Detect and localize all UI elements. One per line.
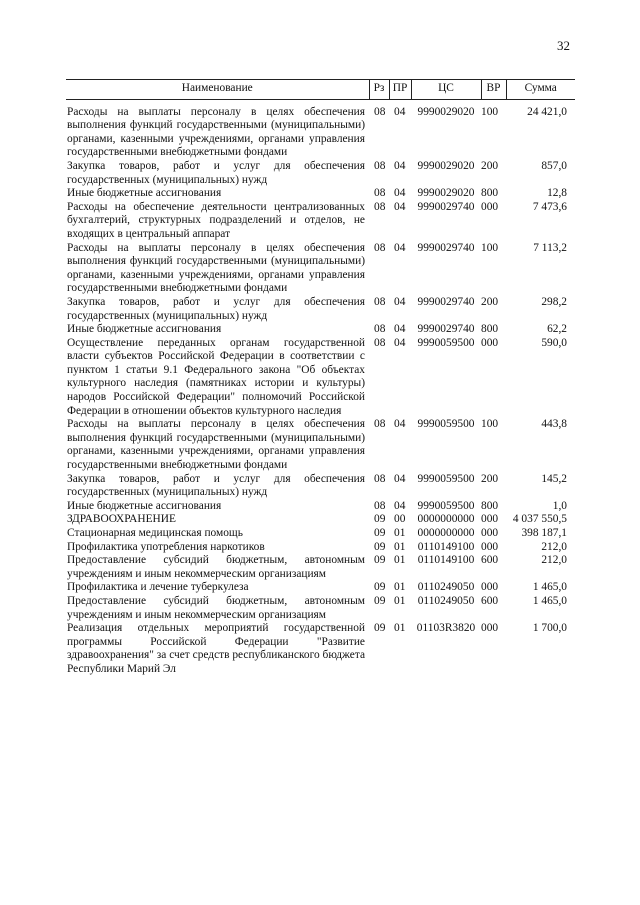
row-sum: 7 113,2 [533,241,567,254]
row-vr: 100 [481,241,499,254]
row-rz: 09 [374,581,386,594]
row-rz: 08 [374,159,386,172]
table-row [66,527,575,541]
table-row [66,500,575,514]
budget-table [66,79,575,677]
row-cs: 0000000000 [417,513,475,526]
table-row [66,513,575,527]
row-sum: 24 421,0 [527,105,567,118]
row-rz: 08 [374,200,386,213]
row-name: Профилактика и лечение туберкулеза [67,581,249,594]
row-rz: 08 [374,241,386,254]
row-pr: 04 [394,200,406,213]
header-rz: Рз [369,80,389,100]
row-name: Профилактика употребления наркотиков [67,540,265,553]
row-rz: 08 [374,472,386,485]
row-name: Стационарная медицинская помощь [67,527,243,539]
row-cs: 9990059500 [417,499,475,512]
row-pr: 00 [394,513,406,526]
row-sum: 12,8 [547,187,567,200]
table-row [66,201,575,242]
row-rz: 09 [374,527,386,539]
row-name: Предоставление субсидий бюджетным, автономным учреждениям и иным некоммерческим организациям [67,554,365,580]
row-cs: 9990029740 [417,295,475,308]
row-sum: 212,0 [541,540,567,553]
row-rz: 09 [374,594,386,607]
row-pr: 04 [394,295,406,308]
row-vr: 600 [481,554,499,567]
row-name: ЗДРАВООХРАНЕНИЕ [67,513,176,526]
row-vr: 000 [481,513,499,526]
table-row [66,581,575,595]
row-sum: 4 037 550,5 [512,513,567,526]
table-row [66,337,575,419]
row-cs: 9990029020 [417,187,475,200]
row-rz: 08 [374,336,386,349]
header-row [66,80,575,100]
row-vr: 100 [481,105,499,118]
row-pr: 04 [394,499,406,512]
row-cs: 9990029020 [417,159,475,172]
row-cs: 0110149100 [417,540,475,553]
row-sum: 7 473,6 [532,200,567,213]
row-cs: 9990059500 [417,418,475,431]
row-pr: 01 [394,622,406,635]
header-vr: ВР [481,80,506,100]
row-cs: 0110249050 [417,594,475,607]
table-row [66,418,575,472]
table-row [66,622,575,676]
row-cs: 9990029740 [417,200,475,213]
row-vr: 000 [481,540,499,553]
table-row [66,595,575,622]
row-sum: 145,2 [541,472,567,485]
table-row [66,242,575,296]
row-cs: 9990059500 [417,336,475,349]
row-name: Закупка товаров, работ и услуг для обеспечения государственных (муниципальных) нужд [67,159,365,186]
row-sum: 590,0 [541,336,567,349]
row-name: Расходы на выплаты персоналу в целях обеспечения выполнения функций государственными (муниципальными) органами, казенными учреждениями, органами управления государственными внебюджетными фондами [67,418,365,472]
header-cs: ЦС [411,80,481,100]
row-name: Расходы на обеспечение деятельности централизованных бухгалтерий, структурных подразделений и отделов, не входящих в центральный аппарат [67,200,365,240]
row-vr: 200 [481,472,499,485]
table-header [66,80,575,100]
row-rz: 09 [374,554,386,567]
row-rz: 08 [374,499,386,512]
row-pr: 04 [394,241,406,254]
row-name: Закупка товаров, работ и услуг для обеспечения государственных (муниципальных) нужд [67,472,365,499]
row-sum: 1 465,0 [532,594,567,607]
row-rz: 09 [374,513,386,526]
row-rz: 08 [374,105,386,118]
row-vr: 000 [481,622,499,635]
row-pr: 01 [394,527,406,539]
row-pr: 01 [394,540,406,553]
row-sum: 298,2 [541,295,567,308]
table-row [66,187,575,201]
row-cs: 9990029740 [417,241,475,254]
row-vr: 000 [481,336,499,349]
row-name: Иные бюджетные ассигнования [67,323,222,336]
table-row [66,296,575,323]
header-name: Наименование [66,80,369,100]
page-number: 32 [557,38,570,53]
row-vr: 200 [481,159,499,172]
row-vr: 800 [481,187,499,200]
row-cs: 0110249050 [417,581,475,594]
row-rz: 08 [374,418,386,431]
header-sum: Сумма [506,80,575,100]
row-sum: 1,0 [552,499,567,512]
row-name: Расходы на выплаты персоналу в целях обеспечения выполнения функций государственными (муниципальными) органами, казенными учреждениями, органами управления государственными внебюджетными фондами [67,105,365,159]
row-vr: 000 [481,581,499,594]
row-name: Иные бюджетные ассигнования [67,499,222,512]
table-row [66,323,575,337]
table-row [66,554,575,581]
row-pr: 04 [394,323,406,336]
row-name: Расходы на выплаты персоналу в целях обеспечения выполнения функций государственными (муниципальными) органами, казенными учреждениями, органами управления государственными внебюджетными фондами [67,241,365,295]
row-cs: 9990029020 [417,105,475,118]
row-rz: 08 [374,187,386,200]
table-row [66,99,575,160]
row-rz: 08 [374,323,386,336]
row-pr: 01 [394,581,406,594]
row-vr: 000 [481,200,499,213]
row-pr: 04 [394,472,406,485]
row-name: Предоставление субсидий бюджетным, автономным учреждениям и иным некоммерческим организациям [67,594,365,621]
row-sum: 857,0 [541,159,567,172]
row-name: Осуществление переданных органам государственной власти субъектов Российской Федерации в соответствии с пунктом 1 статьи 9.1 Федерального закона "Об объектах культурного наследия (памятниках истории и культуры) народов Российской Федерации" полномочий Российской Федерации в отношении объектов культурного наследия [67,336,365,417]
row-name: Закупка товаров, работ и услуг для обеспечения государственных (муниципальных) нужд [67,295,365,322]
table-body [66,99,575,676]
row-sum: 212,0 [541,554,567,567]
row-sum: 443,8 [541,418,567,431]
row-vr: 000 [481,527,499,539]
row-vr: 600 [481,594,499,607]
row-rz: 09 [374,540,386,553]
row-pr: 04 [394,159,406,172]
row-rz: 09 [374,622,386,635]
table-row [66,473,575,500]
row-name: Иные бюджетные ассигнования [67,187,222,200]
row-rz: 08 [374,295,386,308]
row-cs: 0110149100 [417,554,475,567]
row-cs: 01103R3820 [416,622,476,635]
row-pr: 04 [394,336,406,349]
row-vr: 800 [481,499,499,512]
row-sum: 62,2 [547,323,567,336]
table-row [66,160,575,187]
row-pr: 04 [394,105,406,118]
row-cs: 0000000000 [417,527,475,539]
row-cs: 9990029740 [417,323,475,336]
row-vr: 800 [481,323,499,336]
row-sum: 398 187,1 [521,527,567,539]
row-pr: 01 [394,554,406,567]
row-pr: 04 [394,418,406,431]
table-row [66,541,575,555]
row-name: Реализация отдельных мероприятий государственной программы Российской Федерации "Развитие здравоохранения" за счет средств республиканского бюджета Республики Марий Эл [67,622,365,675]
row-vr: 200 [481,295,499,308]
header-pr: ПР [389,80,411,100]
row-pr: 04 [394,187,406,200]
row-cs: 9990059500 [417,472,475,485]
row-vr: 100 [481,418,499,431]
row-sum: 1 700,0 [532,622,567,635]
row-sum: 1 465,0 [532,581,567,594]
row-pr: 01 [394,594,406,607]
